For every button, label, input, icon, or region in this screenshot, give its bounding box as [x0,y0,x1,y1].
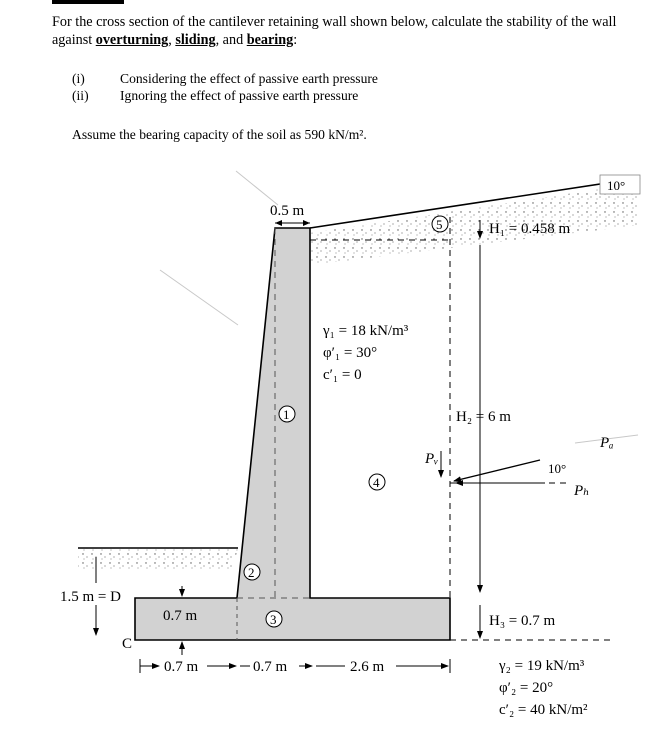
c1-label: c′₁ = 0 [323,367,362,383]
pv-label: Pᵥ [425,451,439,467]
h2-label: H₂ = 6 m [456,409,511,425]
slope-angle-label: 10° [607,178,626,193]
phi2-label: φ′₂ = 20° [499,680,554,696]
h3-label: H₃ = 0.7 m [489,613,556,629]
point-c-label: C [122,636,133,652]
retaining-wall [135,228,450,640]
assumption-text: Assume the bearing capacity of the soil as 590 kN/m². [72,127,367,142]
case-list [72,70,378,104]
pa-angle-label: 10° [548,461,567,476]
zone-label: 1 [283,407,290,422]
gamma2-label: γ₂ = 19 kN/m³ [499,658,585,674]
pa-arrow [454,460,540,481]
overturning-term: overturning [95,32,169,48]
h1-label: H₁ = 0.458 m [489,221,571,237]
separator: , and [215,32,247,48]
zone-label: 5 [436,217,443,232]
front-soil [78,548,238,570]
zone-label: 2 [248,565,255,580]
separator: , [168,32,176,48]
guide-line [160,270,238,325]
case-text: Ignoring the effect of passive earth pressure [120,88,359,103]
question-text [52,13,648,49]
phi1-label: φ′₁ = 30° [323,345,378,361]
top-rule [52,0,124,4]
pa-label: Pₐ [600,435,614,451]
backfill-soil [310,183,640,265]
zone-label: 4 [373,475,380,490]
colon: : [293,32,298,48]
c2-label: c′₂ = 40 kN/m² [499,702,588,718]
heel-length-label: 2.6 m [350,659,385,675]
case-item [72,70,378,87]
sliding-term: sliding [175,32,216,48]
guide-line [236,171,278,205]
bearing-term: bearing [246,32,294,48]
case-number: (i) [72,71,85,86]
top-width-label: 0.5 m [270,203,305,219]
case-text: Considering the effect of passive earth pressure [120,71,378,86]
question-intro: For the cross section of the cantilever retaining wall shown below, calculate the stability of the wall against [52,14,617,48]
depth-label: 1.5 m = D [60,589,121,605]
zone-label: 3 [270,612,277,627]
case-item [72,87,378,104]
case-number: (ii) [72,88,89,103]
ph-label: Pₕ [574,483,590,499]
toe-length-label: 0.7 m [164,659,199,675]
toe-thickness-label: 0.7 m [163,608,198,624]
gamma1-label: γ₁ = 18 kN/m³ [323,323,409,339]
retaining-wall-figure [0,165,658,737]
stem-base-label: 0.7 m [253,659,288,675]
